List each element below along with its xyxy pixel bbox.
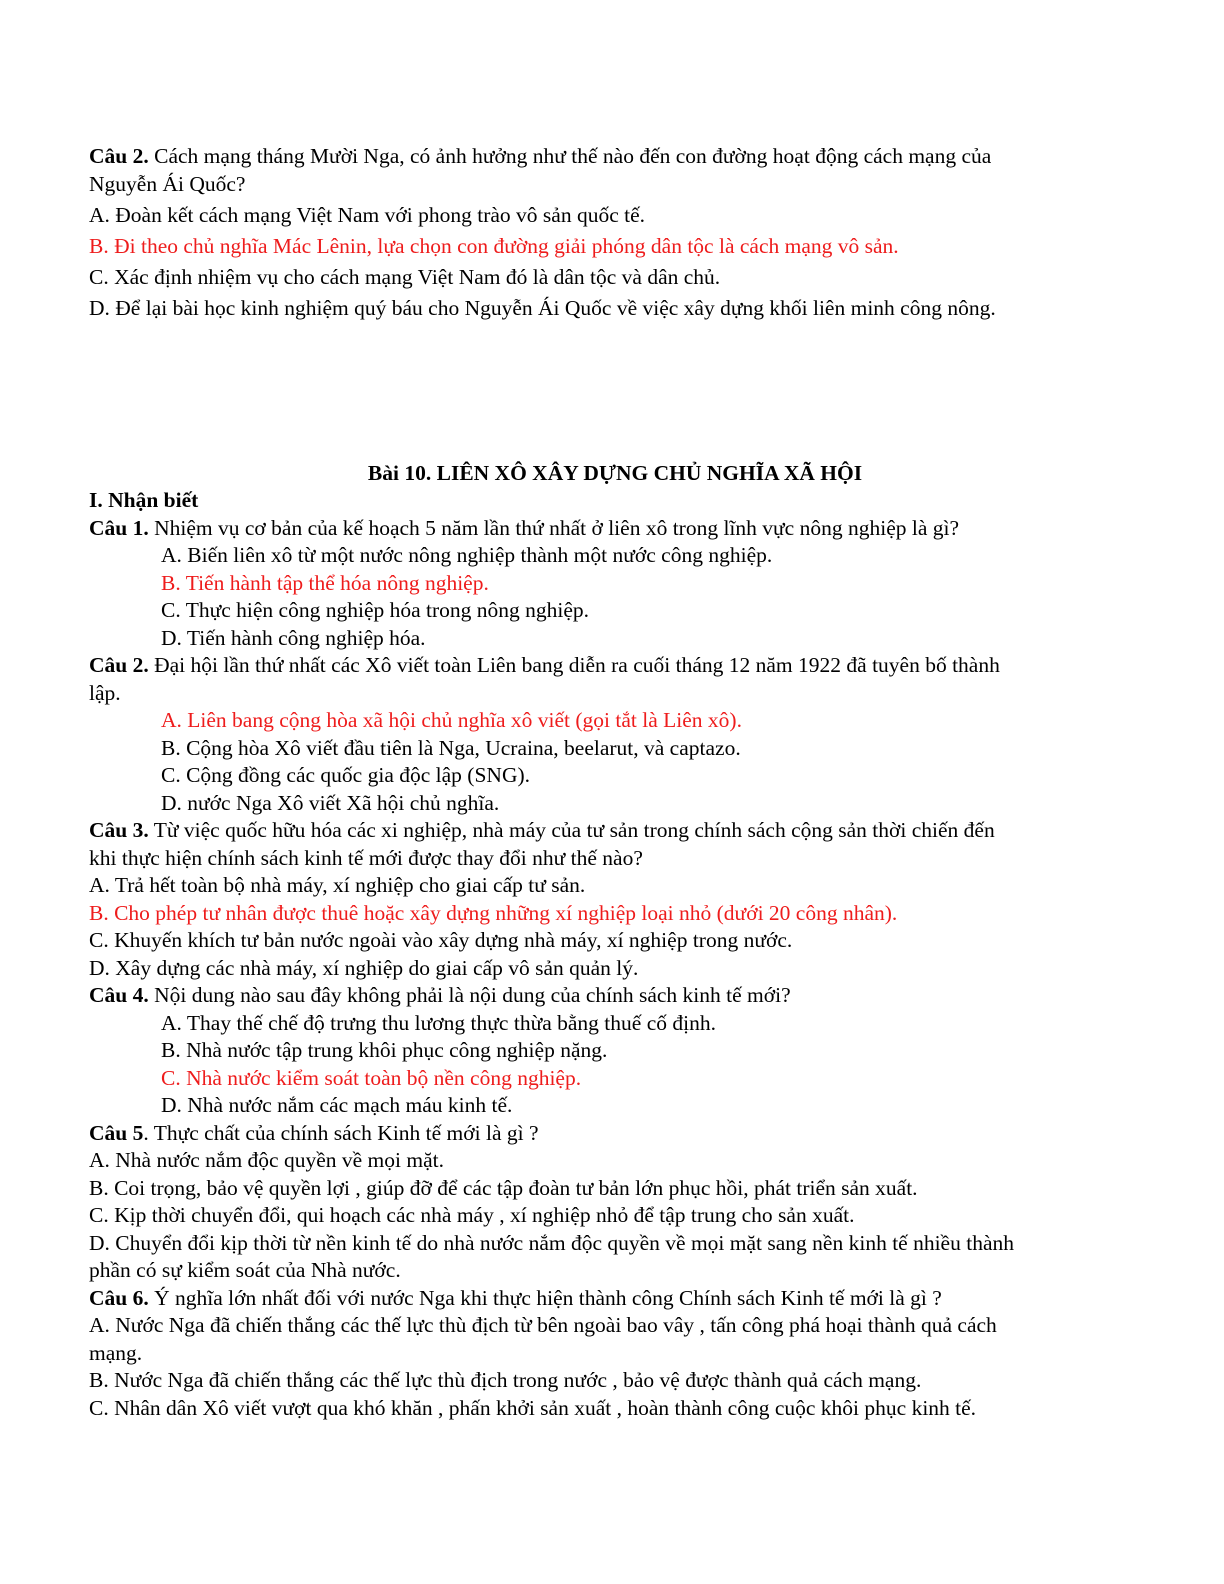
answer-d-line1: D. Chuyển đổi kịp thời từ nền kinh tế do nhà nước nắm độc quyền về mọi mặt sang nền kinh tế nhiều thành bbox=[89, 1230, 1014, 1255]
answer-c: C. Xác định nhiệm vụ cho cách mạng Việt Nam đó là dân tộc và dân chủ. bbox=[89, 265, 721, 289]
previous-question-block bbox=[89, 142, 1129, 322]
question-2-prompt-line1 bbox=[89, 652, 1129, 680]
answer-b: B. Cộng hòa Xô viết đầu tiên là Nga, Ucraina, beelarut, và captazo. bbox=[161, 735, 741, 760]
answer-d: D. Để lại bài học kinh nghiệm quý báu cho Nguyễn Ái Quốc về việc xây dựng khối liên minh công nông. bbox=[89, 296, 996, 320]
question-text: Nội dung nào sau đây không phải là nội dung của chính sách kinh tế mới? bbox=[148, 983, 791, 1007]
question-4-prompt bbox=[89, 982, 1129, 1010]
answer-c: C. Kịp thời chuyển đổi, qui hoạch các nhà máy , xí nghiệp nhỏ để tập trung cho sản xuất. bbox=[89, 1203, 855, 1227]
question-label: Câu 4. bbox=[89, 983, 149, 1007]
question-label: Câu 6. bbox=[89, 1285, 149, 1310]
question-label: Câu 2. bbox=[89, 144, 149, 168]
answer-d: D. Nhà nước nắm các mạch máu kinh tế. bbox=[161, 1093, 513, 1117]
answer-a: A. Biến liên xô từ một nước nông nghiệp thành một nước công nghiệp. bbox=[161, 543, 773, 567]
question-2-prompt-line1 bbox=[89, 142, 1129, 170]
answer-b-correct: B. Tiến hành tập thể hóa nông nghiệp. bbox=[161, 570, 489, 595]
question-2-prompt-line2: Nguyễn Ái Quốc? bbox=[89, 172, 246, 196]
answer-a: A. Thay thế chế độ trưng thu lương thực thừa bằng thuế cố định. bbox=[161, 1010, 716, 1035]
lesson-title: Bài 10. LIÊN XÔ XÂY DỰNG CHỦ NGHĨA XÃ HỘI bbox=[367, 461, 863, 485]
lesson-10-block bbox=[89, 459, 1129, 1422]
answer-b-correct: B. Đi theo chủ nghĩa Mác Lênin, lựa chọn con đường giải phóng dân tộc là cách mạng vô sản. bbox=[89, 234, 899, 258]
question-label: Câu 2. bbox=[89, 653, 149, 677]
answer-c: C. Khuyến khích tư bản nước ngoài vào xây dựng nhà máy, xí nghiệp trong nước. bbox=[89, 928, 793, 952]
question-2-prompt-line2: lập. bbox=[89, 680, 121, 705]
answer-a-correct: A. Liên bang cộng hòa xã hội chủ nghĩa xô viết (gọi tắt là Liên xô). bbox=[161, 708, 742, 732]
question-text: Nhiệm vụ cơ bản của kế hoạch 5 năm lần thứ nhất ở liên xô trong lĩnh vực nông nghiệp là gì? bbox=[148, 515, 960, 540]
answer-d-line2: phần có sự kiểm soát của Nhà nước. bbox=[89, 1258, 401, 1282]
section-heading: I. Nhận biết bbox=[89, 488, 199, 512]
question-5-prompt bbox=[89, 1120, 1129, 1148]
answer-a: A. Đoàn kết cách mạng Việt Nam với phong trào vô sản quốc tế. bbox=[89, 203, 645, 227]
question-label: Câu 1. bbox=[89, 515, 149, 540]
answer-b: B. Coi trọng, bảo vệ quyền lợi , giúp đỡ để các tập đoàn tư bản lớn phục hồi, phát triển sản xuất. bbox=[89, 1175, 918, 1200]
answer-c: C. Thực hiện công nghiệp hóa trong nông nghiệp. bbox=[161, 598, 590, 622]
answer-d: D. Xây dựng các nhà máy, xí nghiệp do giai cấp vô sản quản lý. bbox=[89, 955, 639, 980]
question-text: Cách mạng tháng Mười Nga, có ảnh hưởng như thế nào đến con đường hoạt động cách mạng của bbox=[148, 144, 992, 168]
question-6-prompt bbox=[89, 1285, 1129, 1313]
answer-b: B. Nhà nước tập trung khôi phục công nghiệp nặng. bbox=[161, 1038, 608, 1062]
answer-d: D. Tiến hành công nghiệp hóa. bbox=[161, 625, 426, 650]
answer-b-correct: B. Cho phép tư nhân được thuê hoặc xây dựng những xí nghiệp loại nhỏ (dưới 20 công nhân). bbox=[89, 900, 898, 925]
question-3-prompt-line2: khi thực hiện chính sách kinh tế mới được thay đổi như thế nào? bbox=[89, 845, 643, 870]
question-text: . Thực chất của chính sách Kinh tế mới là gì ? bbox=[143, 1120, 539, 1145]
answer-a-line1: A. Nước Nga đã chiến thắng các thế lực thù địch từ bên ngoài bao vây , tấn công phá hoại thành quả cách bbox=[89, 1313, 997, 1337]
answer-c-correct: C. Nhà nước kiểm soát toàn bộ nền công nghiệp. bbox=[161, 1065, 582, 1090]
question-3-prompt-line1 bbox=[89, 817, 1129, 845]
answer-a-line2: mạng. bbox=[89, 1340, 143, 1365]
answer-a: A. Nhà nước nắm độc quyền về mọi mặt. bbox=[89, 1148, 444, 1172]
answer-c: C. Cộng đồng các quốc gia độc lập (SNG). bbox=[161, 763, 531, 787]
question-label: Câu 5 bbox=[89, 1120, 144, 1145]
question-text: Từ việc quốc hữu hóa các xi nghiệp, nhà máy của tư sản trong chính sách cộng sản thời chiến đến bbox=[148, 818, 995, 842]
question-text: Đại hội lần thứ nhất các Xô viết toàn Liên bang diễn ra cuối tháng 12 năm 1922 đã tuyên bố thành bbox=[148, 653, 1000, 677]
question-text: Ý nghĩa lớn nhất đối với nước Nga khi thực hiện thành công Chính sách Kinh tế mới là gì ? bbox=[148, 1285, 942, 1310]
answer-b: B. Nước Nga đã chiến thắng các thế lực thù địch trong nước , bảo vệ được thành quả cách mạng. bbox=[89, 1368, 922, 1392]
answer-c: C. Nhân dân Xô viết vượt qua khó khăn , phấn khởi sản xuất , hoàn thành công cuộc khôi phục kinh tế. bbox=[89, 1395, 977, 1420]
answer-d: D. nước Nga Xô viết Xã hội chủ nghĩa. bbox=[161, 790, 500, 815]
question-1-prompt bbox=[89, 515, 1129, 543]
question-label: Câu 3. bbox=[89, 818, 149, 842]
answer-a: A. Trả hết toàn bộ nhà máy, xí nghiệp cho giai cấp tư sản. bbox=[89, 873, 586, 897]
